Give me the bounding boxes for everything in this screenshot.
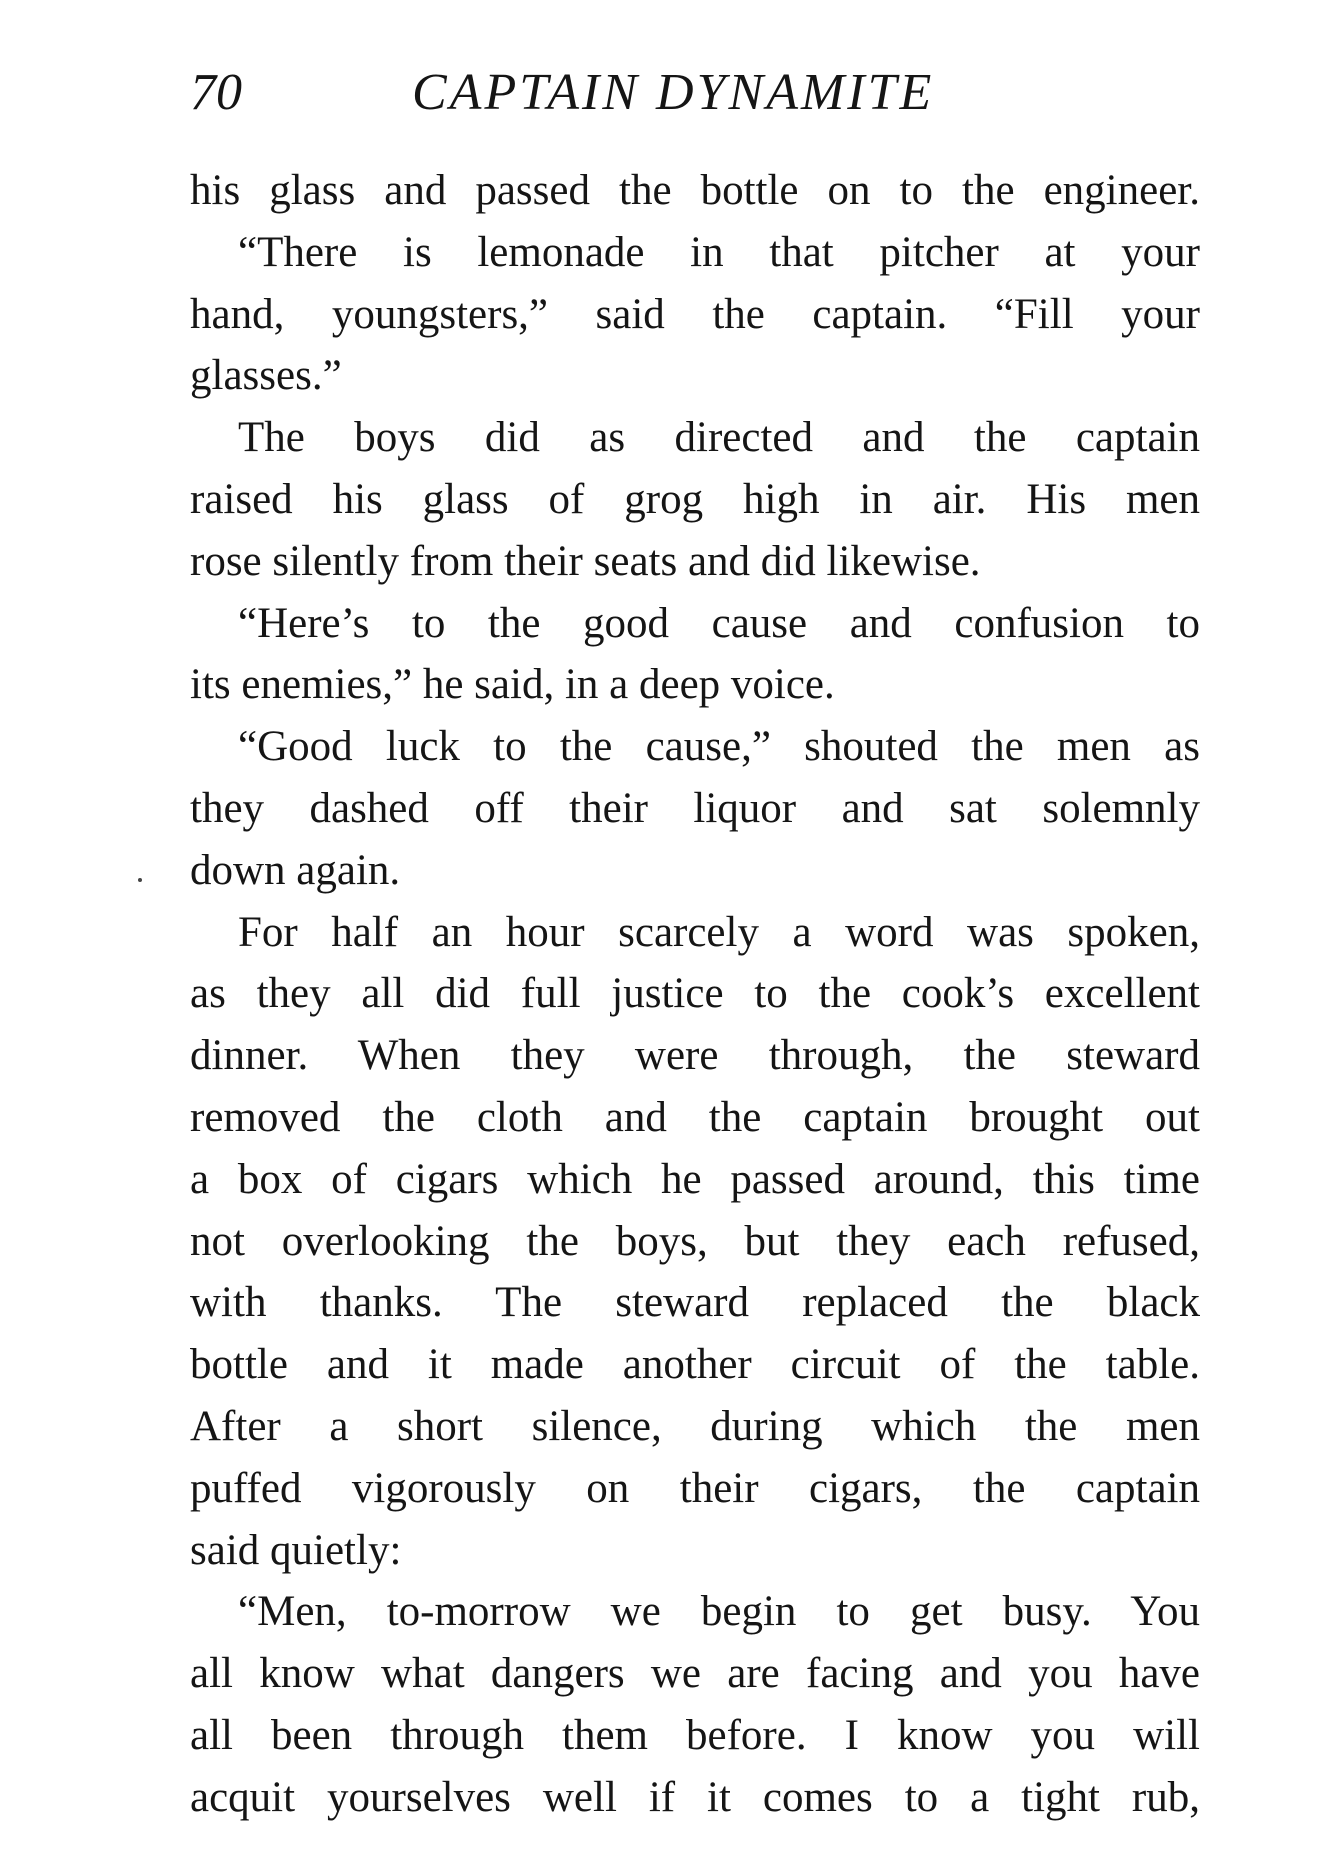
ink-speck [138,878,142,882]
body-text [190,160,1200,1829]
text-line: not overlooking the boys, but they each refused, [190,1217,1200,1265]
text-line: acquit yourselves well if it comes to a tight rub, [190,1773,1200,1821]
page-number: 70 [190,64,242,121]
running-title: CAPTAIN DYNAMITE [412,64,935,121]
text-line: rose silently from their seats and did likewise. [190,537,981,585]
text-line: as they all did full justice to the cook’s excellent [190,970,1200,1018]
text-line: said quietly: [190,1526,402,1574]
text-line: For half an hour scarcely a word was spoken, [238,908,1200,956]
text-line: a box of cigars which he passed around, this time [190,1155,1200,1203]
text-line: hand, youngsters,” said the captain. “Fill your [190,290,1200,338]
text-line: bottle and it made another circuit of the table. [190,1341,1200,1389]
text-line: its enemies,” he said, in a deep voice. [190,661,835,709]
text-line: “Here’s to the good cause and confusion to [238,599,1200,647]
text-line: with thanks. The steward replaced the black [190,1279,1200,1327]
text-line: glasses.” [190,352,342,400]
text-line: “Good luck to the cause,” shouted the men as [238,723,1200,771]
text-line: The boys did as directed and the captain [238,414,1200,462]
text-line: raised his glass of grog high in air. His men [190,475,1200,523]
text-line: puffed vigorously on their cigars, the captain [190,1464,1200,1512]
running-head [190,58,1200,128]
text-line: “There is lemonade in that pitcher at your [238,228,1200,276]
text-line: “Men, to-morrow we begin to get busy. You [238,1588,1200,1636]
text-line: down again. [190,846,401,894]
text-line: all been through them before. I know you will [190,1711,1200,1759]
text-line: his glass and passed the bottle on to the engineer. [190,167,1200,214]
text-line: they dashed off their liquor and sat solemnly [190,784,1200,832]
text-line: dinner. When they were through, the steward [190,1032,1200,1080]
text-line: all know what dangers we are facing and you have [190,1650,1200,1698]
text-line: removed the cloth and the captain brought out [190,1093,1200,1141]
text-line: After a short silence, during which the men [190,1402,1200,1450]
